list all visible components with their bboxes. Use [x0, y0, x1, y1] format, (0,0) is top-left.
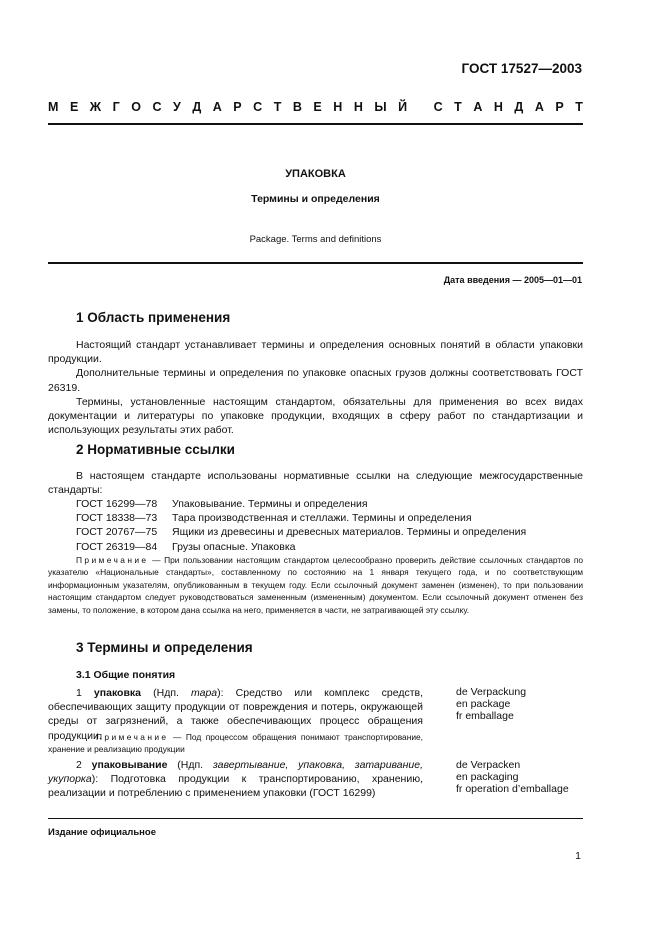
- term-note: [48, 731, 423, 756]
- deprecated-prefix: (Ндп.: [177, 759, 204, 771]
- reference-title: Упаковывание. Термины и определения: [172, 498, 368, 510]
- translation-en: en package: [456, 698, 511, 711]
- heading-letter: В: [292, 100, 302, 114]
- deprecated-prefix: (Ндп.: [153, 687, 179, 699]
- note-label: Примечание: [96, 732, 169, 742]
- reference-code: ГОСТ 26319—84: [76, 540, 158, 553]
- heading-letter: Н: [353, 100, 363, 114]
- reference-title: Тара производственная и стеллажи. Термины и определения: [172, 512, 472, 525]
- heading-letter: Н: [493, 100, 503, 114]
- term-number: 1: [76, 687, 82, 699]
- heading-letter: Е: [69, 100, 79, 114]
- heading-letter: Й: [398, 100, 408, 114]
- reference-item: [76, 511, 583, 525]
- heading-letter: Т: [575, 100, 583, 114]
- heading-letter: Т: [273, 100, 282, 114]
- heading-letter: Г: [112, 100, 120, 114]
- heading-letter: Р: [555, 100, 564, 114]
- reference-code: ГОСТ 16299—78: [76, 498, 158, 510]
- reference-title: Грузы опасные. Упаковка: [172, 540, 296, 553]
- heading-letter: [419, 100, 422, 114]
- heading-letter: Д: [192, 100, 202, 114]
- deprecated-term: завертывание, упаковка, затаривание, укупорка: [48, 759, 424, 786]
- deprecated-suffix: ):: [91, 773, 99, 786]
- reference-item: [76, 525, 583, 539]
- section-3-heading: 3 Термины и определения: [76, 640, 253, 655]
- term-translations: [456, 686, 526, 723]
- heading-letter: А: [212, 100, 222, 114]
- standard-type-heading: [48, 100, 583, 114]
- reference-code: ГОСТ 20767—75: [76, 526, 158, 539]
- section-1-paragraph: Термины, установленные настоящим стандартом, обязательны для применения во всех видах документации и литературы по упаковке продукции, входящих в сферу работ по стандартизации и использующих результаты этих работ.: [48, 395, 583, 437]
- note-text: — При пользовании настоящим стандартом целесообразно проверить действие ссылочных стандартов по указателю «Национальные стандарты», составленному по состоянию на 1 января текущего года, и по соответствующим информационным указателям, опубликованным в текущем году. Если ссылочный документ заменен (изменен), то при пользовании настоящим стандартом следует руководствоваться замененным (измененным) документом. Если ссылочный документ отменен без замены, то положение, в котором дана ссылка на него, применяется в части, не затрагивающей эту ссылку.: [48, 555, 584, 615]
- reference-item: [76, 540, 583, 554]
- document-number: ГОСТ 17527—2003: [461, 61, 582, 76]
- deprecated-suffix: ):: [217, 687, 224, 699]
- note-label: Примечание: [76, 555, 149, 565]
- section-2-intro: В настоящем стандарте использованы нормативные ссылки на следующие межгосударственные стандарты:: [48, 470, 583, 497]
- deprecated-term: тара: [191, 687, 218, 699]
- heading-letter: У: [173, 100, 181, 114]
- normative-references-list: [76, 497, 583, 554]
- heading-letter: Р: [233, 100, 242, 114]
- heading-letter: Ы: [374, 100, 387, 114]
- top-divider: [48, 123, 583, 125]
- heading-letter: С: [253, 100, 263, 114]
- term-definition: Подготовка продукции к транспортированию, хранению, реализации и потреблению с применением упаковки (ГОСТ 16299): [48, 773, 423, 800]
- heading-letter: Т: [454, 100, 462, 114]
- introduction-date: Дата введения — 2005—01—01: [443, 275, 582, 285]
- title-divider: [48, 262, 583, 264]
- page-number: 1: [575, 850, 581, 862]
- translation-en: en packaging: [456, 771, 519, 784]
- section-1-body: [48, 338, 583, 437]
- standard-title: УПАКОВКА: [285, 168, 346, 180]
- reference-item: [76, 497, 583, 511]
- translation-de: de Verpackung: [456, 686, 527, 698]
- translation-fr: fr operation d’emballage: [456, 783, 569, 796]
- reference-code: ГОСТ 18338—73: [76, 512, 158, 525]
- translation-de: de Verpacken: [456, 759, 521, 771]
- heading-letter: Е: [313, 100, 322, 114]
- heading-letter: С: [152, 100, 162, 114]
- english-title: Package. Terms and definitions: [249, 234, 382, 245]
- heading-letter: О: [131, 100, 141, 114]
- heading-letter: А: [473, 100, 483, 114]
- term-number: 2: [76, 759, 82, 771]
- term-translations: [456, 759, 569, 796]
- edition-label: Издание официальное: [48, 827, 156, 838]
- heading-letter: А: [534, 100, 544, 114]
- term-name: упаковка: [93, 687, 142, 699]
- footer-divider: [48, 818, 583, 819]
- heading-letter: Ж: [89, 100, 102, 114]
- term-definition: Средство или комплекс средств, обеспечивающих защиту продукции от повреждения и потерь, окружающей среды от загрязнений, а также обеспечивающих процесс обращения продукции.: [48, 687, 424, 742]
- section-1-paragraph: Дополнительные термины и определения по упаковке опасных грузов должны соответствовать ГОСТ 26319.: [48, 367, 583, 394]
- heading-letter: Н: [333, 100, 343, 114]
- note-text: — Под процессом обращения понимают транспортирование, хранение и реализацию продукции: [48, 732, 423, 755]
- subsection-heading: 3.1 Общие понятия: [76, 669, 176, 681]
- standard-subtitle: Термины и определения: [251, 193, 380, 205]
- heading-letter: М: [48, 100, 59, 114]
- section-2-note: [48, 554, 583, 616]
- heading-letter: Д: [514, 100, 524, 114]
- section-1-heading: 1 Область применения: [76, 310, 231, 325]
- reference-title: Ящики из древесины и древесных материалов. Термины и определения: [172, 526, 527, 539]
- term-entry: [48, 758, 423, 801]
- translation-fr: fr emballage: [456, 710, 514, 723]
- section-1-paragraph: Настоящий стандарт устанавливает термины и определения основных понятий в области упаковки продукции.: [48, 339, 583, 366]
- section-2-heading: 2 Нормативные ссылки: [76, 442, 235, 457]
- heading-letter: С: [433, 100, 443, 114]
- term-name: упаковывание: [91, 759, 168, 771]
